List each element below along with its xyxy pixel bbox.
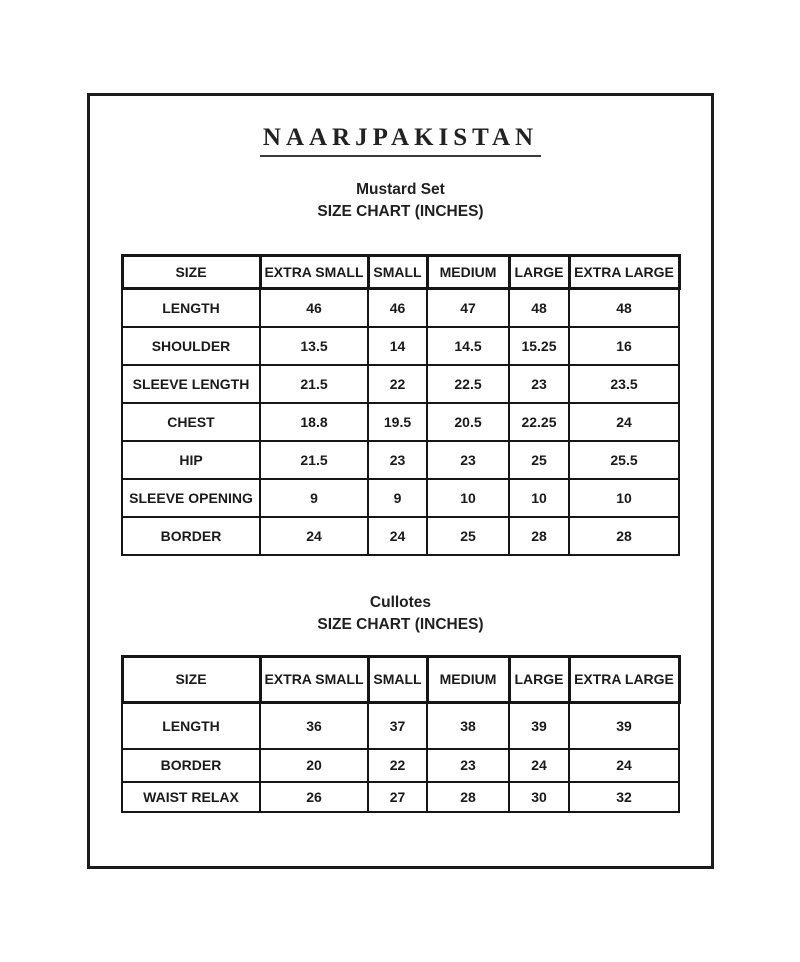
- cell: 22.5: [427, 365, 509, 403]
- cell: 24: [569, 749, 679, 782]
- cell: 25: [427, 517, 509, 555]
- cell: 32: [569, 782, 679, 812]
- cell: 14: [368, 327, 427, 365]
- cell: 28: [509, 517, 569, 555]
- cell: 48: [569, 288, 679, 327]
- column-header-small: SMALL: [368, 255, 427, 288]
- table-row-waist-relax: [122, 782, 679, 812]
- column-header-large: LARGE: [509, 255, 569, 288]
- cell: 10: [509, 479, 569, 517]
- section-title: Cullotes: [369, 593, 432, 611]
- column-header-size: SIZE: [122, 255, 260, 288]
- table-row-length: [122, 288, 679, 327]
- cell: 28: [569, 517, 679, 555]
- cell: 18.8: [260, 403, 368, 441]
- cell: 21.5: [260, 365, 368, 403]
- cell: 16: [569, 327, 679, 365]
- cell: 38: [427, 702, 509, 749]
- row-label: LENGTH: [122, 288, 260, 327]
- row-label: SLEEVE LENGTH: [122, 365, 260, 403]
- table-row-length: [122, 702, 679, 749]
- row-label: BORDER: [122, 749, 260, 782]
- header-row: [122, 255, 679, 288]
- cell: 36: [260, 702, 368, 749]
- brand-title: NAARJPAKISTAN: [260, 124, 541, 157]
- cell: 22.25: [509, 403, 569, 441]
- row-label: LENGTH: [122, 702, 260, 749]
- cell: 23: [368, 441, 427, 479]
- column-header-extra-small: EXTRA SMALL: [260, 656, 368, 702]
- section-title: Mustard Set: [356, 181, 445, 198]
- cell: 46: [260, 288, 368, 327]
- row-label: HIP: [122, 441, 260, 479]
- cell: 13.5: [260, 327, 368, 365]
- cell: 39: [509, 702, 569, 749]
- column-header-medium: MEDIUM: [427, 656, 509, 702]
- cell: 25.5: [569, 441, 679, 479]
- row-label: CHEST: [122, 403, 260, 441]
- cell: 46: [368, 288, 427, 327]
- cell: 26: [260, 782, 368, 812]
- cell: 48: [509, 288, 569, 327]
- table-row-sleeve-length: [122, 365, 679, 403]
- cell: 28: [427, 782, 509, 812]
- table-row-chest: [122, 403, 679, 441]
- column-header-extra-large: EXTRA LARGE: [569, 255, 679, 288]
- cell: 23: [509, 365, 569, 403]
- cell: 10: [569, 479, 679, 517]
- table-row-sleeve-opening: [122, 479, 679, 517]
- cell: 20: [260, 749, 368, 782]
- cell: 24: [260, 517, 368, 555]
- table-row-border: [122, 749, 679, 782]
- cell: 37: [368, 702, 427, 749]
- section-subtitle: SIZE CHART (INCHES): [317, 616, 484, 634]
- document-frame: [87, 93, 714, 869]
- column-header-large: LARGE: [509, 656, 569, 702]
- row-label: SLEEVE OPENING: [122, 479, 260, 517]
- cell: 47: [427, 288, 509, 327]
- cell: 23: [427, 441, 509, 479]
- cell: 25: [509, 441, 569, 479]
- cell: 22: [368, 365, 427, 403]
- cell: 24: [509, 749, 569, 782]
- column-header-small: SMALL: [368, 656, 427, 702]
- cell: 21.5: [260, 441, 368, 479]
- cell: 14.5: [427, 327, 509, 365]
- cell: 24: [569, 403, 679, 441]
- table-row-shoulder: [122, 327, 679, 365]
- column-header-size: SIZE: [122, 656, 260, 702]
- row-label: WAIST RELAX: [122, 782, 260, 812]
- size-table-cullotes: [121, 655, 681, 813]
- cell: 9: [260, 479, 368, 517]
- cell: 9: [368, 479, 427, 517]
- cell: 20.5: [427, 403, 509, 441]
- table-row-hip: [122, 441, 679, 479]
- row-label: BORDER: [122, 517, 260, 555]
- section-heading-mustard-set: [317, 179, 483, 224]
- section-subtitle: SIZE CHART (INCHES): [317, 203, 484, 221]
- cell: 27: [368, 782, 427, 812]
- column-header-extra-small: EXTRA SMALL: [260, 255, 368, 288]
- cell: 23.5: [569, 365, 679, 403]
- cell: 10: [427, 479, 509, 517]
- cell: 23: [427, 749, 509, 782]
- row-label: SHOULDER: [122, 327, 260, 365]
- column-header-medium: MEDIUM: [427, 255, 509, 288]
- cell: 15.25: [509, 327, 569, 365]
- column-header-extra-large: EXTRA LARGE: [569, 656, 679, 702]
- cell: 24: [368, 517, 427, 555]
- cell: 19.5: [368, 403, 427, 441]
- table-row-border: [122, 517, 679, 555]
- cell: 30: [509, 782, 569, 812]
- header-row: [122, 656, 679, 702]
- cell: 39: [569, 702, 679, 749]
- size-table-mustard-set: [121, 254, 681, 556]
- cell: 22: [368, 749, 427, 782]
- section-heading-cullotes: [317, 592, 483, 637]
